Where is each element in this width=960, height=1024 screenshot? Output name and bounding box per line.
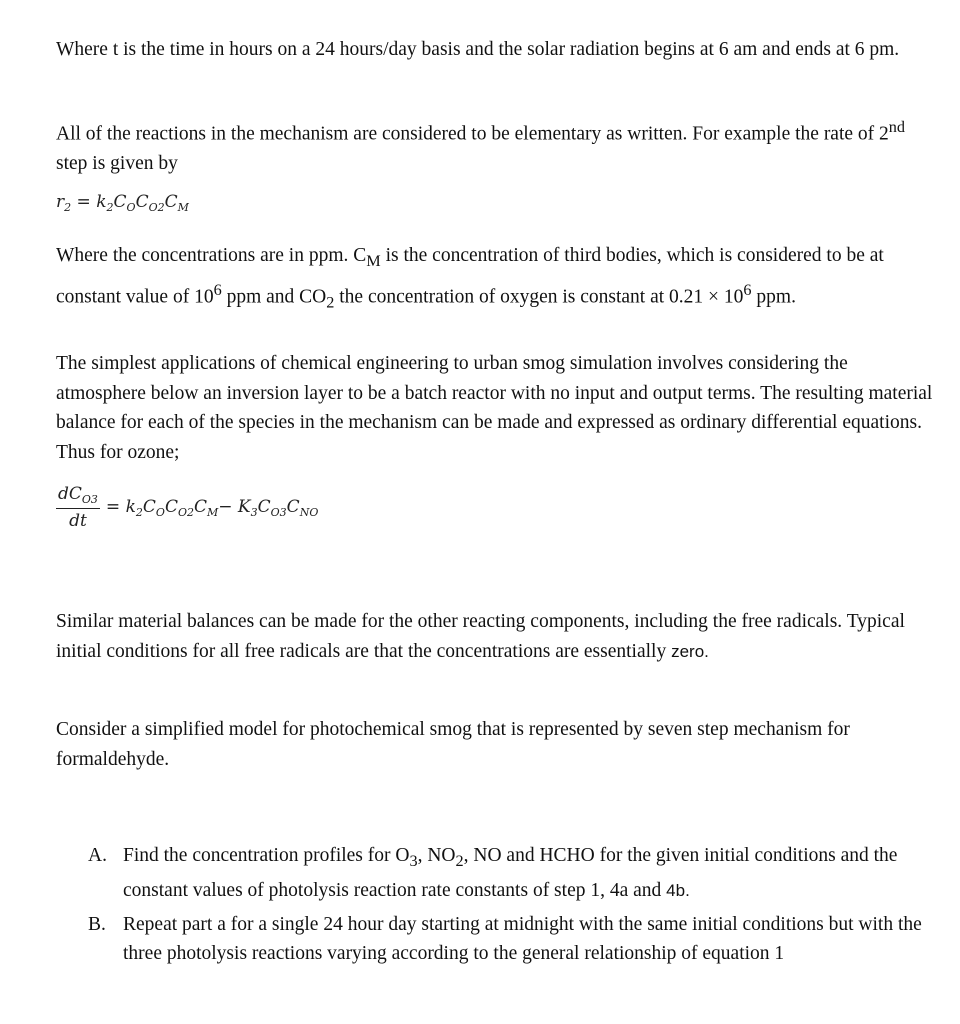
- eq1-rate-symbol: r: [56, 192, 65, 212]
- eq2-c-o2-subscript: O2: [177, 506, 194, 519]
- paragraph-elementary-text-end: step is given by: [56, 153, 178, 174]
- eq1-k: k: [96, 192, 107, 212]
- eq2-c-no-subscript: NO: [299, 506, 319, 519]
- paragraph-solar-time-text: Where t is the time in hours on a 24 hours/day basis and the solar radiation begins at 6 am and ends at 6 pm.: [56, 39, 900, 60]
- eq1-c-o-subscript: O: [126, 201, 136, 214]
- eq1-k-subscript: 2: [106, 201, 114, 214]
- eq1-c-o: C: [113, 192, 127, 212]
- free-radicals-text: Similar material balances can be made for the other reacting components, including the free radicals. Typical initial conditions for all free radicals are that the concentrations are essentially: [56, 611, 905, 662]
- eq1-c-o2-subscript: O2: [148, 201, 165, 214]
- paragraph-batch-reactor: [56, 349, 936, 467]
- eq1-c-m: C: [164, 192, 178, 212]
- eq2-equals: =: [105, 497, 121, 517]
- paragraph-solar-time: [56, 35, 936, 65]
- eq1-equals: =: [76, 192, 91, 212]
- eq2-fraction: [56, 484, 100, 531]
- ordinal-superscript: nd: [888, 118, 906, 136]
- ozone-balance-equation: [56, 484, 318, 531]
- eq2-k2-subscript: 2: [135, 506, 143, 519]
- eq2-c-m-subscript: M: [207, 506, 219, 519]
- eq2-c-no: C: [286, 497, 300, 517]
- eq1-c-o2: C: [135, 192, 149, 212]
- list-item-a: [88, 841, 938, 906]
- free-radicals-tail: zero.: [671, 641, 709, 661]
- eq1-c-m-subscript: M: [177, 201, 189, 214]
- eq2-denominator: dt: [69, 511, 87, 531]
- item-b-text: Repeat part a for a single 24 hour day starting at midnight with the same initial conditions but with the three photolysis reactions varying according to the general relationship of equation 1: [123, 913, 922, 965]
- concentrations-text-2: is the concentration of third bodies, which is considered to be at constant value of 10: [56, 245, 884, 308]
- paragraph-elementary-text: All of the reactions in the mechanism are considered to be elementary as written. For example the rate of 2: [56, 123, 889, 145]
- question-list: [88, 841, 938, 969]
- paragraph-free-radicals: [56, 607, 936, 666]
- list-marker-b: B.: [88, 913, 106, 935]
- no2-subscript: 2: [455, 851, 464, 870]
- concentrations-text-5: ppm.: [751, 286, 796, 308]
- eq2-numerator: [56, 484, 100, 509]
- eq2-c-m: C: [193, 497, 207, 517]
- cm-subscript: M: [366, 251, 381, 270]
- list-marker-a: A.: [88, 845, 107, 866]
- eq2-numerator-text: dC: [58, 484, 82, 504]
- item-a-text-3: , NO and HCHO for the given initial conditions and the constant values of photolysis reaction rate constants of step 1, 4a and: [123, 845, 898, 902]
- paragraph-elementary-reactions: [56, 113, 936, 179]
- item-a-text-2: , NO: [417, 845, 456, 866]
- item-a-tail: 4b.: [666, 881, 690, 901]
- eq2-k3: K: [237, 497, 251, 517]
- paragraph-concentrations: [56, 241, 936, 318]
- item-a-text-1: Find the concentration profiles for O: [123, 845, 410, 866]
- concentrations-text-1: Where the concentrations are in ppm. C: [56, 245, 367, 266]
- simplified-model-text: Consider a simplified model for photochemical smog that is represented by seven step mechanism for formaldehyde.: [56, 719, 850, 770]
- eq2-c-o: C: [142, 497, 156, 517]
- batch-reactor-text: The simplest applications of chemical engineering to urban smog simulation involves considering the atmosphere below an inversion layer to be a batch reactor with no input and output terms. The resulting material balance for each of the species in the mechanism can be made and expressed as ordinary differential equations. Thus for ozone;: [56, 353, 933, 463]
- eq2-c-o-subscript: O: [155, 506, 165, 519]
- list-item-b: [88, 910, 938, 969]
- eq2-c-o3: C: [257, 497, 271, 517]
- rate-equation: [56, 192, 189, 214]
- eq2-minus: −: [218, 497, 233, 517]
- co2-subscript: 2: [326, 293, 335, 312]
- exponent-1: 6: [213, 281, 222, 300]
- concentrations-text-3: ppm and CO: [221, 286, 327, 308]
- exponent-2: 6: [743, 281, 752, 300]
- eq2-k2: k: [125, 497, 136, 517]
- eq2-c-o3-subscript: O3: [270, 506, 287, 519]
- eq2-numerator-subscript: O3: [81, 493, 98, 506]
- eq2-c-o2: C: [164, 497, 178, 517]
- paragraph-simplified-model: [56, 715, 936, 774]
- concentrations-text-4: the concentration of oxygen is constant at 0.21 × 10: [334, 286, 744, 308]
- eq1-rate-subscript: 2: [64, 201, 72, 214]
- o3-subscript: 3: [409, 851, 418, 870]
- eq2-k3-subscript: 3: [250, 506, 258, 519]
